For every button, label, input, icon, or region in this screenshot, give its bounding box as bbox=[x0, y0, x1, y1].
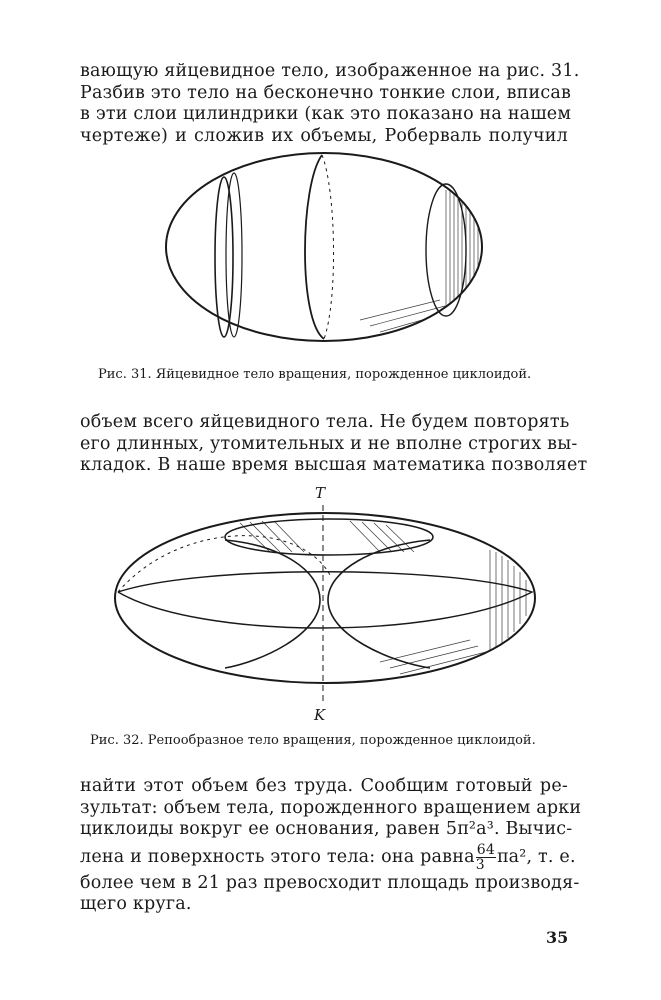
text-line: Разбив это тело на бесконечно тонкие слои, вписав bbox=[80, 82, 572, 103]
paragraph-1 bbox=[80, 61, 580, 147]
egg-shading bbox=[360, 188, 478, 332]
slice-section-middle bbox=[305, 155, 324, 339]
egg-outline bbox=[166, 153, 482, 341]
fraction bbox=[476, 843, 496, 872]
axis-label-top: T bbox=[315, 484, 326, 502]
page-number: 35 bbox=[546, 928, 569, 947]
torus-outline bbox=[115, 513, 535, 683]
text-line: более чем в 21 раз превосходит площадь производя- bbox=[80, 872, 580, 893]
text-line: циклоиды вокруг ее основания, равен 5π²a³. Вычис- bbox=[80, 819, 573, 839]
text-fragment: лена и поверхность этого тела: она равна bbox=[80, 846, 475, 867]
text-line: кладок. В наше время высшая математика позволяет bbox=[80, 455, 588, 475]
equator-section bbox=[118, 572, 532, 628]
figure-31-egg-body bbox=[0, 145, 661, 360]
text-line: вающую яйцевидное тело, изображенное на рис. 31. bbox=[80, 61, 580, 81]
text-fragment: πa², т. е. bbox=[496, 846, 576, 867]
paragraph-2 bbox=[80, 412, 588, 477]
text-line: чертеже) и сложив их объемы, Роберваль получил bbox=[80, 125, 568, 146]
figure-32-turnip-body bbox=[0, 480, 661, 725]
text-line: объем всего яйцевидного тела. Не будем повторять bbox=[80, 412, 570, 432]
text-line: найти этот объем без труда. Сообщим готовый ре- bbox=[80, 776, 568, 796]
figure-31-caption: Рис. 31. Яйцевидное тело вращения, порожденное циклоидой. bbox=[98, 367, 532, 382]
text-line: его длинных, утомительных и не вполне строгих вы- bbox=[80, 433, 578, 454]
slice-cylinder-left-inner bbox=[226, 173, 242, 337]
fraction-numerator: 64 bbox=[476, 841, 495, 858]
paragraph-3 bbox=[80, 776, 582, 916]
torus-shading bbox=[240, 521, 526, 674]
fraction-denominator: 3 bbox=[475, 856, 485, 873]
text-line: в эти слои цилиндрики (как это показано на нашем bbox=[80, 104, 572, 124]
cycloid-arc-left bbox=[225, 540, 320, 668]
figure-32-caption: Рис. 32. Репообразное тело вращения, порожденное циклоидой. bbox=[90, 733, 536, 748]
text-line: щего круга. bbox=[80, 894, 192, 914]
axis-label-bottom: K bbox=[314, 706, 326, 724]
slice-cylinder-left bbox=[215, 177, 233, 337]
text-line-formula bbox=[80, 841, 576, 873]
text-line: зультат: объем тела, порожденного вращением арки bbox=[80, 797, 582, 818]
cycloid-arc-right bbox=[328, 540, 430, 668]
